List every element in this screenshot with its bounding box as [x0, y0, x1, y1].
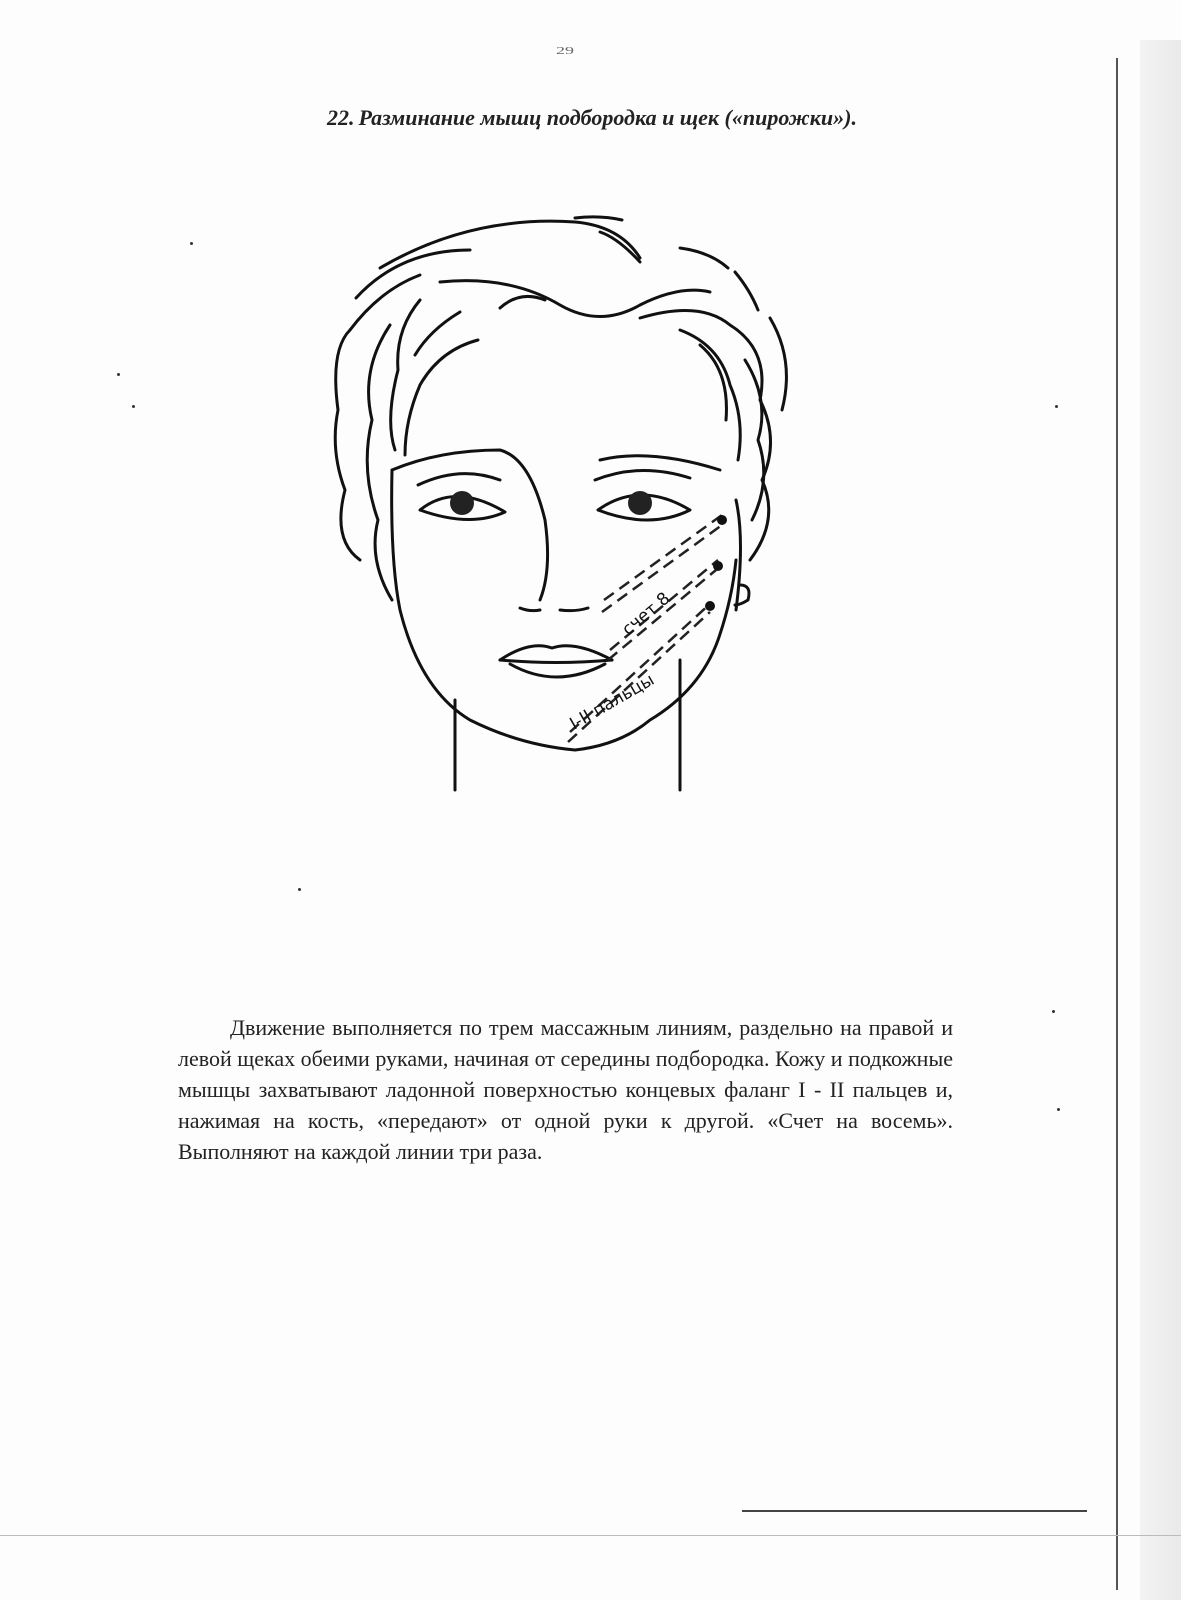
massage-point [705, 601, 715, 611]
hair-strand [575, 217, 622, 220]
nose-line [560, 608, 588, 611]
hair-left [335, 330, 360, 560]
hair-strand [680, 248, 728, 268]
section-title-text: Разминание мышц подбородка и щек («пирожки»). [358, 105, 857, 130]
hair-right [770, 318, 786, 410]
nose-line [520, 608, 540, 611]
hair-right [680, 330, 740, 460]
instruction-paragraph: Движение выполняется по трем массажным линиям, раздельно на правой и левой щеках обеими руками, начиная от середины подбородка. Кожу и подкожные мышцы захватывают ладонной поверхностью концевых фаланг I - II пальцев и, нажимая на кость, «передают» от одной руки к другой. «Счет на восемь». Выполняют на каждой линии три раза. [178, 1015, 953, 1164]
cheek-line [736, 500, 741, 610]
lip-line [500, 660, 612, 663]
massage-line-upper [604, 515, 722, 600]
hair-strand [735, 272, 758, 310]
upper-lip [500, 646, 612, 660]
scan-speck [1057, 1108, 1060, 1111]
massage-point [713, 561, 723, 571]
hair-outline [380, 221, 640, 268]
scan-speck [1052, 1010, 1055, 1013]
forehead-line [600, 456, 720, 470]
footer-rule [742, 1510, 1087, 1512]
left-eyebrow [418, 474, 500, 485]
hair-outline [356, 250, 470, 298]
hair-left [391, 300, 420, 450]
scan-speck [190, 242, 193, 245]
fingers-label: I-II пальцы [566, 670, 658, 735]
lower-lip [510, 664, 605, 677]
scan-speck [1055, 405, 1058, 408]
right-pupil [628, 491, 652, 515]
scan-speck [132, 405, 135, 408]
scan-speck [117, 373, 120, 376]
massage-point [717, 515, 727, 525]
scan-speck [298, 888, 301, 891]
hair-left [405, 340, 478, 455]
page-number: 29 [556, 44, 574, 57]
left-pupil [450, 491, 474, 515]
hair-outline [350, 275, 420, 330]
right-eyebrow [595, 470, 690, 480]
hair-right [700, 345, 726, 420]
count-label: счет 8 [618, 588, 675, 640]
hair-left [367, 325, 392, 600]
scan-bottom-edge [0, 1535, 1181, 1536]
section-number: 22. [327, 105, 355, 130]
hair-outline [500, 296, 545, 308]
